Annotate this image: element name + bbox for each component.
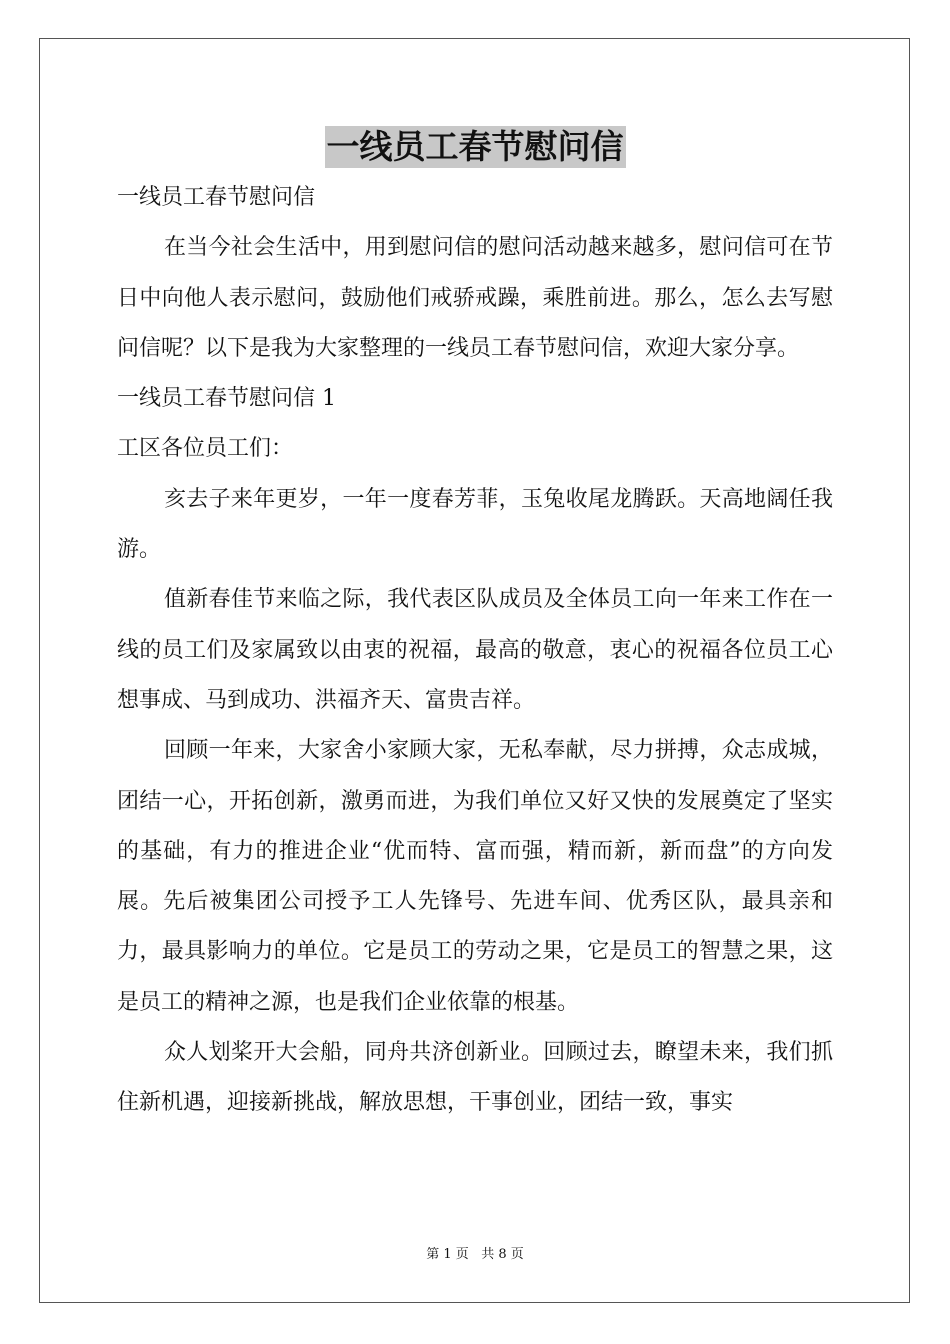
page-total: 共 8 页 (481, 1247, 524, 1262)
document-body (117, 173, 833, 1129)
paragraph: 在当今社会生活中，用到慰问信的慰问活动越来越多，慰问信可在节日中向他人表示慰问，鼓励他们戒骄戒躁，乘胜前进。那么，怎么去写慰问信呢？以下是我为大家整理的一线员工春节慰问信，欢迎大家分享。 (117, 235, 833, 361)
paragraph: 工区各位员工们： (117, 436, 294, 462)
paragraph: 一线员工春节慰问信 (117, 185, 316, 210)
paragraph: 回顾一年来，大家舍小家顾大家，无私奉献，尽力拼搏，众志成城，团结一心，开拓创新，激勇而进，为我们单位又好又快的发展奠定了坚实的基础，有力的推进企业“优而特、富而强，精而新，新而盘”的方向发展。先后被集团公司授予工人先锋号、先进车间、优秀区队，最具亲和力，最具影响力的单位。它是员工的劳动之果，它是员工的智慧之果，这是员工的精神之源，也是我们企业依靠的根基。 (117, 738, 833, 1015)
paragraph: 一线员工春节慰问信 1 (117, 386, 336, 412)
document-title: 一线员工春节慰问信 (326, 127, 624, 166)
paragraph: 值新春佳节来临之际，我代表区队成员及全体员工向一年来工作在一线的员工们及家属致以由衷的祝福，最高的敬意，衷心的祝福各位员工心想事成、马到成功、洪福齐天、富贵吉祥。 (117, 587, 833, 713)
paragraph: 众人划桨开大会船，同舟共济创新业。回顾过去，瞭望未来，我们抓住新机遇，迎接新挑战，解放思想，干事创业，团结一致，事实 (117, 1040, 833, 1116)
page-number: 第 1 页 (426, 1247, 469, 1262)
paragraph: 亥去子来年更岁，一年一度春芳菲，玉兔收尾龙腾跃。天高地阔任我游。 (117, 486, 833, 563)
page-footer (0, 1246, 950, 1264)
title-wrap (0, 126, 950, 168)
